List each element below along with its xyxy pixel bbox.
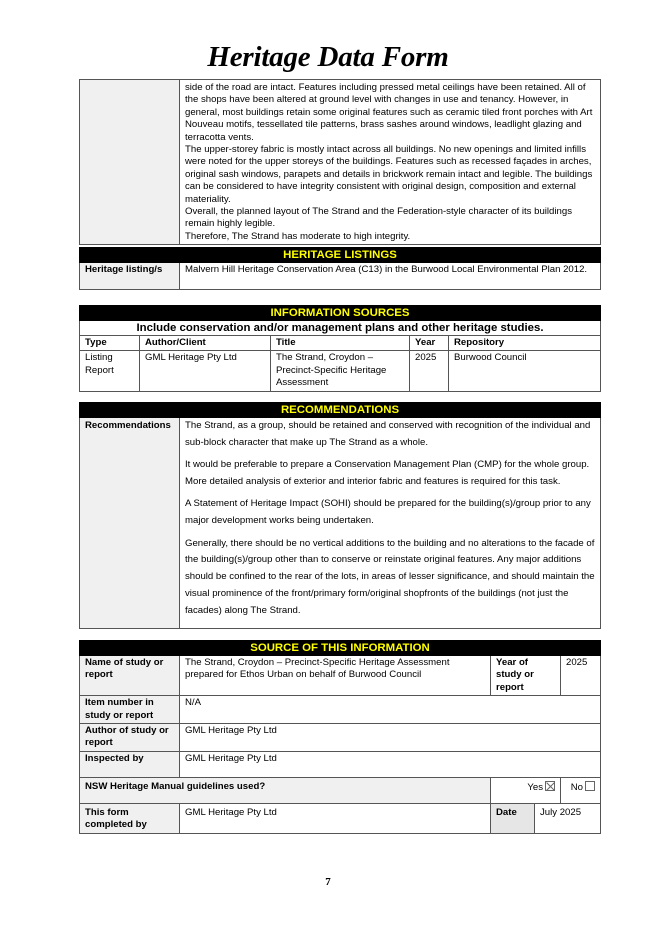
study-year-value: 2025 [561,656,601,696]
date-value: July 2025 [535,803,601,833]
integrity-table [79,79,601,245]
inspected-by-value: GML Heritage Pty Ltd [180,751,601,777]
integrity-paragraph: Therefore, The Strand has moderate to high integrity. [185,230,411,242]
date-label: Date [491,803,535,833]
item-number-value: N/A [180,696,601,724]
source-year: 2025 [410,351,449,391]
page-number: 7 [325,876,331,888]
recommendation-paragraph: The Strand, as a group, should be retained and conserved with recognition of the individual and sub-block character that make up The Strand as a whole. [185,420,591,448]
column-header-title: Title [271,336,410,351]
source-type: Listing Report [80,351,140,391]
table-row [80,351,601,391]
integrity-label [80,80,180,245]
column-header-author: Author/Client [140,336,271,351]
heritage-listings-table [79,247,601,290]
source-author: GML Heritage Pty Ltd [140,351,271,391]
completed-by-label: This form completed by [80,803,180,833]
item-number-label: Item number in study or report [80,696,180,724]
recommendation-paragraph: It would be preferable to prepare a Conservation Management Plan (CMP) for the whole group. More detailed analysis of exterior and interior fabric and features is required for this task. [185,459,590,487]
study-name-label: Name of study or report [80,656,180,696]
recommendations-label: Recommendations [80,418,180,629]
source-title: The Strand, Croydon – Precinct-Specific Heritage Assessment [271,351,410,391]
yes-option[interactable] [491,777,561,803]
recommendation-paragraph: Generally, there should be no vertical additions to the building and no alterations to the facade of the building(s)/group other than to conserve or reinstate original features. Any major additions should be confined to the rear of the lots, in areas of lesser significance, and should maintain the visual prominence of the front/primary form/original shopfronts of the buildings (not just the facades) along The Strand. [185,537,595,616]
completed-by-value: GML Heritage Pty Ltd [180,803,491,833]
heritage-listing-label: Heritage listing/s [80,263,180,290]
information-sources-subheading: Include conservation and/or management plans and other heritage studies. [80,321,601,336]
integrity-paragraph: side of the road are intact. Features including pressed metal ceilings have been retained. All of the shops have been altered at ground level with changes in use and tenancy. However, in general, most buildings retain some original features such as ceramic tiled front porches with Art Nouveau motifs, tessellated tile patterns, brass sashes around windows, leadlight glazing and terracotta vents. [185,82,593,143]
author-value: GML Heritage Pty Ltd [180,724,601,752]
study-name-value: The Strand, Croydon – Precinct-Specific Heritage Assessment prepared for Ethos Urban on behalf of Burwood Council [180,656,491,696]
recommendations-heading: RECOMMENDATIONS [80,403,601,418]
no-label: No [570,781,583,793]
inspected-by-label: Inspected by [80,751,180,777]
source-table [79,640,601,834]
yes-checkbox-checked-icon[interactable] [545,781,555,791]
integrity-paragraph: Overall, the planned layout of The Strand and the Federation-style character of its buildings remain highly legible. [185,206,572,230]
column-header-repository: Repository [449,336,601,351]
information-sources-heading: INFORMATION SOURCES [80,306,601,321]
table-header-row [80,336,601,351]
recommendations-table [79,402,601,629]
author-label: Author of study or report [80,724,180,752]
information-sources-table [79,305,601,392]
nsw-guidelines-label: NSW Heritage Manual guidelines used? [80,777,491,803]
recommendation-paragraph: A Statement of Heritage Impact (SOHI) should be prepared for the building(s)/group prior to any major development works being undertaken. [185,498,591,527]
no-checkbox-icon[interactable] [585,781,595,791]
no-option[interactable] [561,777,601,803]
integrity-paragraph: The upper-storey fabric is mostly intact across all buildings. No new openings and limited infills were noted for the upper storeys of the buildings. Features such as recessed façades in arches, original sash windows, parapets and details in brickwork remain intact and legible. The buildings can be considered to have integrity consistent with original design, composition and external materiality. [185,144,593,205]
page-title: Heritage Data Form [207,41,449,73]
heritage-listing-value: Malvern Hill Heritage Conservation Area (C13) in the Burwood Local Environmental Plan 2012. [180,263,601,290]
column-header-type: Type [80,336,140,351]
source-repository: Burwood Council [449,351,601,391]
study-year-label: Year of study or report [491,656,561,696]
column-header-year: Year [410,336,449,351]
heritage-listings-heading: HERITAGE LISTINGS [80,248,601,263]
yes-label: Yes [527,781,543,793]
source-heading: SOURCE OF THIS INFORMATION [80,641,601,656]
